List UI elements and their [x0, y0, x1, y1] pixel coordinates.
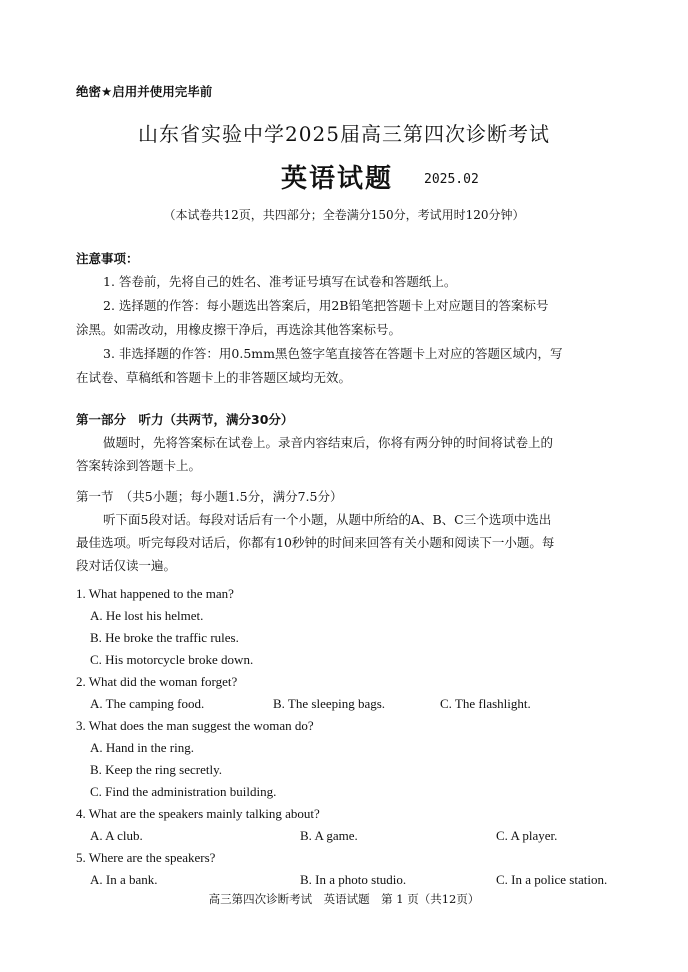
q1-option-c: C. His motorcycle broke down. — [90, 652, 254, 667]
part1-heading: 第一部分 听力（共两节，满分30分） — [76, 412, 294, 427]
page-footer: 高三第四次诊断考试 英语试题 第 1 页（共12页） — [208, 892, 480, 906]
confidential-label: 绝密★启用并使用完毕前 — [76, 84, 213, 99]
exam-info: （本试卷共12页，共四部分；全卷满分150分，考试用时120分钟） — [163, 208, 525, 222]
q4-option-b: B. A game. — [300, 828, 358, 843]
question-5: 5. Where are the speakers? — [76, 850, 216, 865]
note-line: 3. 非选择题的作答：用0.5mm黑色签字笔直接答在答题卡上对应的答题区域内，写 — [103, 346, 563, 361]
note-line: 2. 选择题的作答：每小题选出答案后，用2B铅笔把答题卡上对应题目的答案标号 — [103, 298, 549, 313]
q5-option-b: B. In a photo studio. — [300, 872, 407, 887]
section1-line: 听下面5段对话。每段对话后有一个小题，从题中所给的A、B、C三个选项中选出 — [103, 512, 552, 527]
subject-title: 英语试题 — [281, 164, 394, 194]
section1-line: 最佳选项。听完每段对话后，你都有10秒钟的时间来回答有关小题和阅读下一小题。每 — [76, 535, 555, 550]
school-title: 山东省实验中学2025届高三第四次诊断考试 — [138, 122, 550, 146]
q2-option-c: C. The flashlight. — [440, 696, 531, 711]
question-2: 2. What did the woman forget? — [76, 674, 238, 689]
q5-option-a: A. In a bank. — [90, 872, 158, 887]
question-4: 4. What are the speakers mainly talking about? — [76, 806, 320, 821]
part1-intro-line: 做题时，先将答案标在试卷上。录音内容结束后，你将有两分钟的时间将试卷上的 — [103, 435, 554, 450]
note-line: 涂黑。如需改动，用橡皮擦干净后，再选涂其他答案标号。 — [76, 322, 402, 337]
q4-option-c: C. A player. — [496, 828, 558, 843]
q4-option-a: A. A club. — [90, 828, 143, 843]
section1-line: 段对话仅读一遍。 — [76, 558, 177, 573]
q2-option-a: A. The camping food. — [90, 696, 205, 711]
q3-option-c: C. Find the administration building. — [90, 784, 277, 799]
question-3: 3. What does the man suggest the woman do? — [76, 718, 314, 733]
part1-intro-line: 答案转涂到答题卡上。 — [76, 458, 202, 473]
note-line: 1. 答卷前，先将自己的姓名、准考证号填写在试卷和答题纸上。 — [103, 274, 457, 289]
section1-heading: 第一节 （共5小题；每小题1.5分，满分7.5分） — [76, 489, 343, 504]
q5-option-c: C. In a police station. — [496, 872, 608, 887]
question-1: 1. What happened to the man? — [76, 586, 234, 601]
q1-option-b: B. He broke the traffic rules. — [90, 630, 239, 645]
exam-date: 2025.02 — [424, 172, 479, 187]
notes-heading: 注意事项： — [76, 251, 139, 266]
note-line: 在试卷、草稿纸和答题卡上的非答题区域均无效。 — [76, 370, 352, 385]
q3-option-a: A. Hand in the ring. — [90, 740, 194, 755]
q3-option-b: B. Keep the ring secretly. — [90, 762, 222, 777]
q1-option-a: A. He lost his helmet. — [90, 608, 204, 623]
q2-option-b: B. The sleeping bags. — [273, 696, 386, 711]
